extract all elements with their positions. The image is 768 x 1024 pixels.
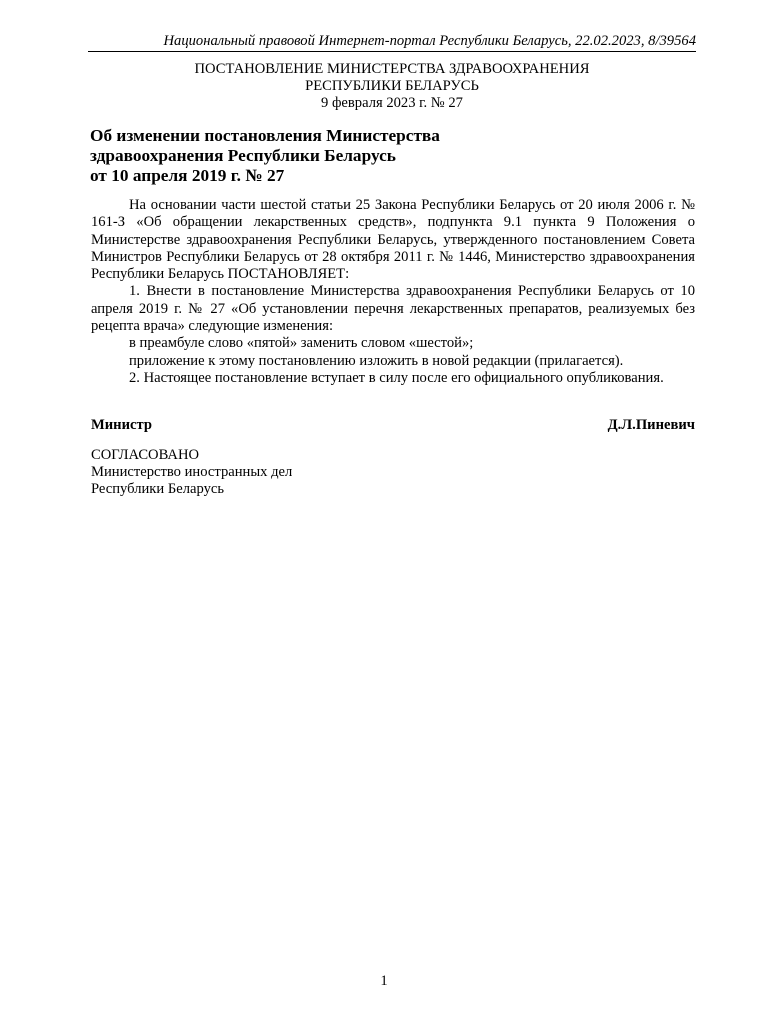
document-date-number: 9 февраля 2023 г. № 27 [321,95,463,111]
agreed-org-line2: Республики Беларусь [91,481,225,497]
document-body [91,197,695,387]
body-paragraph-item-1a: в преамбуле слово «пятой» заменить словом «шестой»; [129,335,474,352]
page-number: 1 [380,973,388,989]
body-paragraph-preamble: На основании части шестой статьи 25 Закона Республики Беларусь от 20 июля 2006 г. № 161-З «Об обращении лекарственных средств», подпункта 9.1 пункта 9 Положения о Министерстве здравоохранения Республики Беларусь, утвержденного постановлением Совета Министров Республики Беларусь от 28 октября 2011 г. № 1446, Министерство здравоохранения Республики Беларусь ПОСТАНОВЛЯЕТ: [91,197,695,283]
agreed-org-line1: Министерство иностранных дел [91,464,293,480]
document-title-line1: Об изменении постановления Министерства [90,126,440,145]
portal-header: Национальный правовой Интернет-портал Республики Беларусь, 22.02.2023, 8/39564 [88,33,696,52]
body-paragraph-item-1: 1. Внести в постановление Министерства здравоохранения Республики Беларусь от 10 апреля 2019 г. № 27 «Об установлении перечня лекарственных препаратов, реализуемых без рецепта врача» следующие изменения: [91,283,695,335]
document-type-line2: РЕСПУБЛИКИ БЕЛАРУСЬ [305,78,479,94]
document-type-line1: ПОСТАНОВЛЕНИЕ МИНИСТЕРСТВА ЗДРАВООХРАНЕНИЯ [194,61,590,77]
document-title-line3: от 10 апреля 2019 г. № 27 [90,166,285,185]
signature-block [91,417,695,434]
agreed-block [91,447,292,498]
document-heading [88,61,696,112]
document-title-line2: здравоохранения Республики Беларусь [90,146,396,165]
signatory-name: Д.Л.Пиневич [607,417,695,433]
signatory-position: Министр [91,417,152,433]
body-paragraph-item-1b: приложение к этому постановлению изложить в новой редакции (прилагается). [129,352,624,369]
body-paragraph-item-2: 2. Настоящее постановление вступает в силу после его официального опубликования. [129,369,664,386]
document-title [90,126,510,186]
agreed-label: СОГЛАСОВАНО [91,447,200,463]
